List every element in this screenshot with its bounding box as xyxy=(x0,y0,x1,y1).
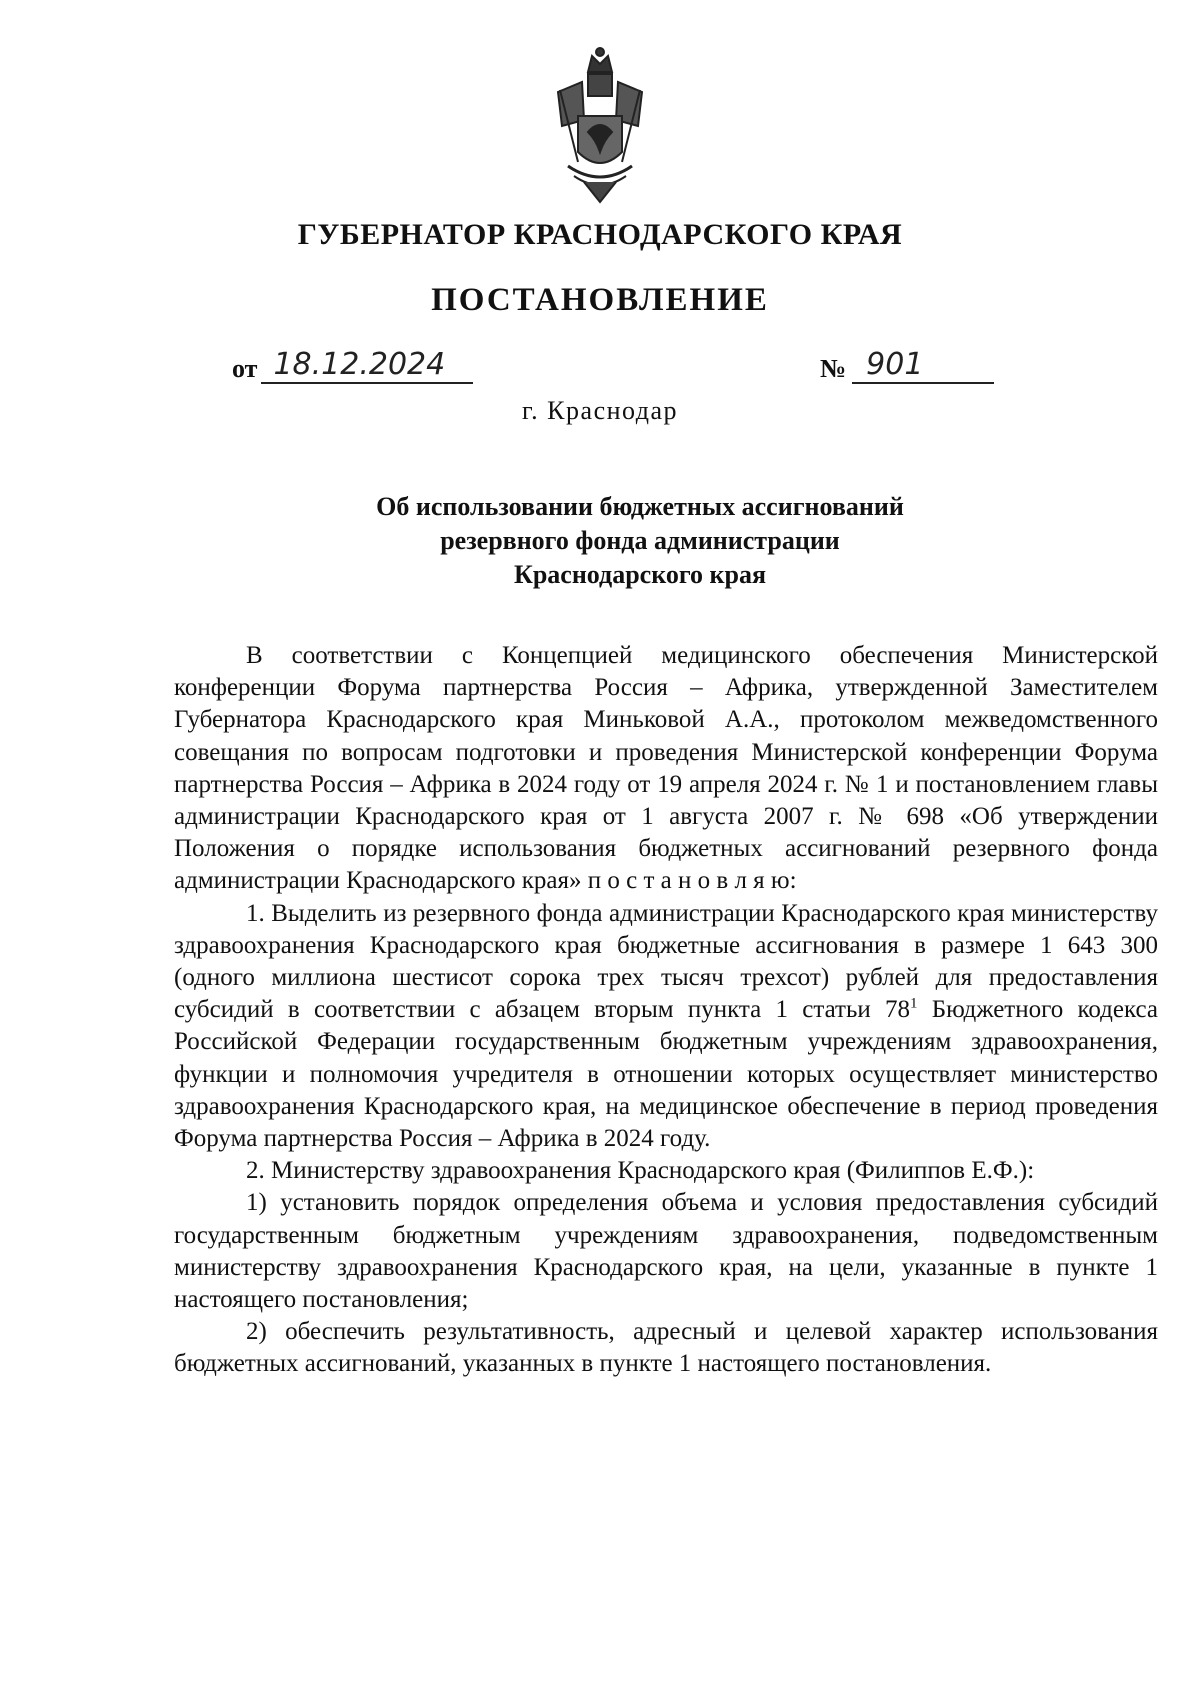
number-value: 901 xyxy=(852,348,994,384)
city: г. Краснодар xyxy=(521,396,679,425)
paragraph-1-text-cont: Бюджетного кодекса Российской Федерации государственным бюджетным учреждениям здравоохранения, функции и полномочия учредителя в отношении которых осуществляет министерство здравоохранения Краснодарского края, на медицинское обеспечение в период проведения Форума партнерства Россия – Африка в 2024 году. xyxy=(174,996,1158,1153)
coat-of-arms-icon xyxy=(548,42,652,204)
document-body xyxy=(174,640,1158,1381)
article-superscript: 1 xyxy=(910,995,918,1012)
preamble-paragraph: В соответствии с Концепцией медицинского обеспечения Министерской конференции Форума партнерства Россия – Африка, утвержденной Заместителем Губернатора Краснодарского края Миньковой А.А., протоколом межведомственного совещания по вопросам подготовки и проведения Министерской конференции Форума партнерства Россия – Африка в 2024 году от 19 апреля 2024 г. № 1 и постановлением главы администрации Краснодарского края от 1 августа 2007 г. № 698 «Об утверждении Положения о порядке использования бюджетных ассигнований резервного фонда администрации Краснодарского края» п о с т а н о в л я ю: xyxy=(174,642,1158,895)
heading-line: Об использовании бюджетных ассигнований xyxy=(376,492,904,521)
heading-line: Краснодарского края xyxy=(513,560,767,589)
paragraph-1 xyxy=(174,898,1158,1156)
number-prefix: № xyxy=(820,354,847,383)
paragraph-2-2: 2) обеспечить результативность, адресный и целевой характер использования бюджетных ассигнований, указанных в пункте 1 настоящего постановления. xyxy=(174,1318,1158,1378)
paragraph-2: 2. Министерству здравоохранения Краснодарского края (Филиппов Е.Ф.): xyxy=(246,1157,1035,1185)
heading-line: резервного фонда администрации xyxy=(440,526,840,555)
document-heading xyxy=(300,490,980,592)
number-line xyxy=(820,348,994,384)
issuer-title: ГУБЕРНАТОР КРАСНОДАРСКОГО КРАЯ xyxy=(297,218,903,251)
document-type: ПОСТАНОВЛЕНИЕ xyxy=(431,282,769,318)
date-value: 18.12.2024 xyxy=(261,348,473,384)
paragraph-1-text: 1. Выделить из резервного фонда администрации Краснодарского края министерству здравоохранения Краснодарского края бюджетные ассигнования в размере 1 643 300 (одного миллиона шестисот сорока трех тысяч трехсот) рублей для предоставления субсидий в соответствии с абзацем вторым пункта 1 статьи 78 xyxy=(174,899,1158,1024)
paragraph-2-1: 1) установить порядок определения объема и условия предоставления субсидий государственным бюджетным учреждениям здравоохранения, подведомственным министерству здравоохранения Краснодарского края, на цели, указанные в пункте 1 настоящего постановления; xyxy=(174,1189,1158,1314)
date-prefix: от xyxy=(232,354,258,383)
date-line xyxy=(232,348,473,384)
